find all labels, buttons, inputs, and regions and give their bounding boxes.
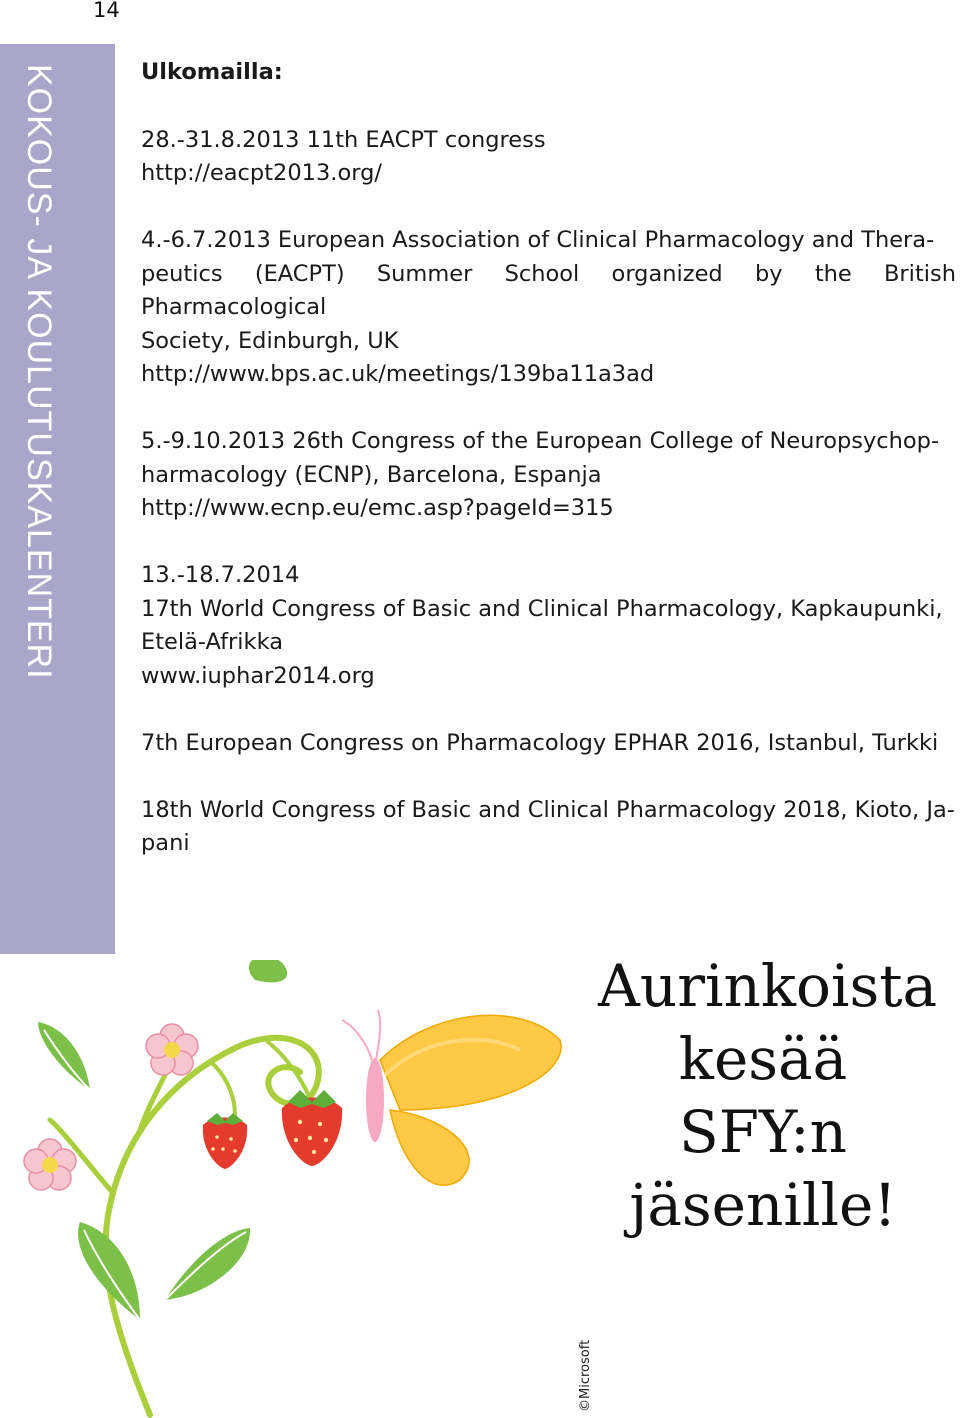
flower-icon bbox=[24, 1139, 76, 1190]
event-line: pani bbox=[141, 830, 190, 856]
greeting-line: jäsenille! bbox=[629, 1171, 897, 1239]
event-line: 7th European Congress on Pharmacology EPHAR 2016, Istanbul, Turkki bbox=[141, 729, 939, 756]
plant-stem-icon bbox=[106, 1038, 319, 1415]
greeting-line: kesää SFY:n bbox=[678, 1025, 848, 1166]
event-link[interactable]: www.iuphar2014.org bbox=[141, 662, 375, 689]
sidebar-title: KOKOUS- JA KOULUTUSKALENTERI bbox=[20, 64, 58, 680]
strawberry-icon bbox=[203, 1113, 247, 1169]
event-line: Society, Edinburgh, UK bbox=[141, 327, 399, 354]
event-line: 28.-31.8.2013 11th EACPT congress bbox=[141, 126, 546, 153]
summer-greeting bbox=[598, 950, 938, 1242]
event-ephar-2016 bbox=[141, 727, 956, 761]
greeting-line: Aurinkoista bbox=[598, 952, 938, 1020]
leaf-icon bbox=[249, 960, 287, 982]
leaf-icon bbox=[165, 1228, 250, 1300]
event-line: harmacology (ECNP), Barcelona, Espanja bbox=[141, 461, 602, 488]
image-credit: ©Microsoft bbox=[578, 1339, 593, 1412]
event-eacpt-congress bbox=[141, 124, 956, 191]
event-world-congress-2014 bbox=[141, 559, 956, 693]
event-link[interactable]: http://eacpt2013.org/ bbox=[141, 160, 382, 186]
event-link[interactable]: http://www.ecnp.eu/emc.asp?pageId=315 bbox=[141, 495, 614, 521]
event-eacpt-summer-school bbox=[141, 224, 956, 392]
page-number: 14 bbox=[93, 0, 120, 22]
section-heading: Ulkomailla: bbox=[141, 59, 283, 85]
event-line: peutics (EACPT) Summer School organized by the British Pharmacological bbox=[141, 260, 956, 320]
event-list bbox=[141, 56, 956, 894]
event-ecnp-congress bbox=[141, 425, 956, 526]
event-line: 17th World Congress of Basic and Clinical Pharmacology, Kapkaupunki, bbox=[141, 595, 943, 622]
strawberry-icon bbox=[282, 1090, 342, 1166]
event-line: Etelä-Afrikka bbox=[141, 629, 284, 655]
event-line: 13.-18.7.2014 bbox=[141, 562, 300, 588]
event-world-congress-2018 bbox=[141, 794, 956, 861]
event-line: 18th World Congress of Basic and Clinical Pharmacology 2018, Kioto, Ja- bbox=[141, 796, 955, 823]
flower-icon bbox=[146, 1024, 198, 1075]
strawberry-butterfly-illustration bbox=[0, 960, 600, 1418]
butterfly-icon bbox=[342, 1010, 561, 1185]
event-line: 5.-9.10.2013 26th Congress of the European College of Neuropsychop- bbox=[141, 428, 940, 454]
event-line: 4.-6.7.2013 European Association of Clinical Pharmacology and Thera- bbox=[141, 227, 935, 253]
event-link[interactable]: http://www.bps.ac.uk/meetings/139ba11a3ad bbox=[141, 361, 655, 387]
